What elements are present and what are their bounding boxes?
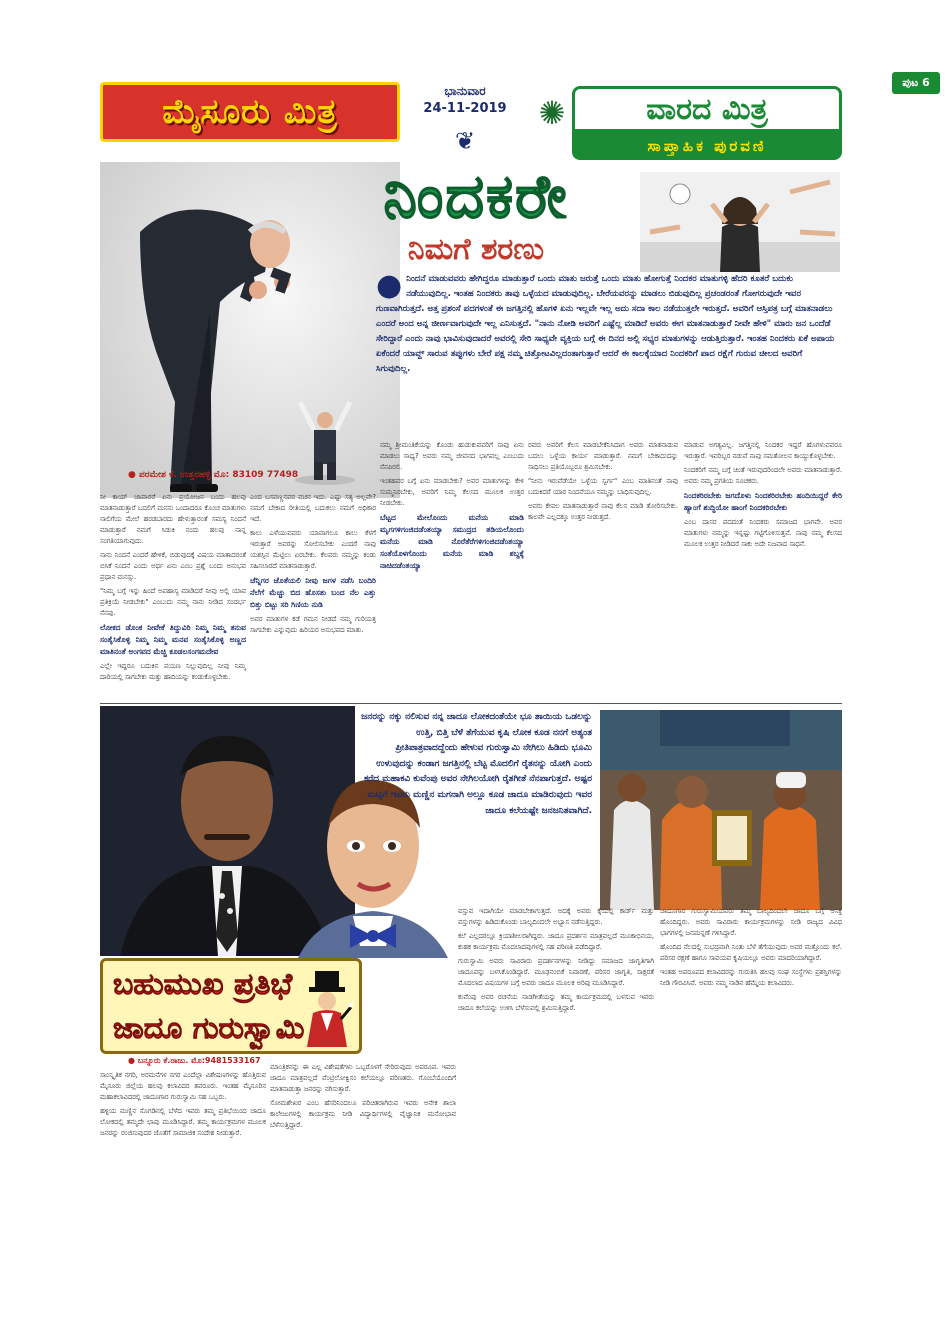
- drop-cap: ●: [376, 268, 403, 303]
- story-title-box: [100, 958, 362, 1054]
- paragraph: ಇಂತಹ ಅಪರೂಪದ ಕಲಾವಿದರನ್ನು ಗುರುತಿಸಿ ಹಲವು ಸಂಘ ಸಂಸ್ಥೆಗಳು ಪ್ರಶಸ್ತಿಗಳನ್ನು ನೀಡಿ ಗೌರವಿಸಿವೆ. ಅವರು ನಮ್ಮ ನಾಡಿನ ಹೆಮ್ಮೆಯ ಕಲಾವಿದರು.: [660, 968, 842, 987]
- issue-day: ಭಾನುವಾರ: [444, 84, 486, 98]
- newspaper-logo: [100, 82, 400, 142]
- pullquote: ಜನರನ್ನು ನಕ್ಕು ನಲಿಸುವ ನನ್ನ ಜಾದೂ ಲೋಕದಂತೆಯೇ ಭೂ ತಾಯಿಯ ಒಡಲನ್ನು ಉತ್ತಿ, ಬಿತ್ತಿ ಬೆಳೆ ತೆಗೆಯುವ ಕೃಷಿ ಲೋಕ ಕೂಡ ನನಗೆ ಅತ್ಯಂತ ಪ್ರೀತಿಪಾತ್ರವಾದದ್ದೆಂದು ಹೇಳುವ ಗುರುಸ್ವಾಮಿ ನೇಗಿಲು ಹಿಡಿದು ಭೂಮಿ ಉಳುವುದನ್ನು ಕಂಡಾಗ ಜಗತ್ತಿನಲ್ಲಿ ಬೆಟ್ಟ ಮೊದಲಿಗೆ ರೈತನನ್ನು ಯೋಗಿ ಎಂದು ಕರೆದ ಮಹಾಕವಿ ಕುವೆಂಪು ಅವರ ನೇಗಿಲಯೋಗಿ ರೈತಗೀತೆ ನೆನಪಾಗುತ್ತದೆ. ಅಷ್ಟರ ಮಟ್ಟಿಗೆ ಇವರು ಮಣ್ಣಿನ ಮಗನಾಗಿ ಅಲ್ಲೂ ಕೂಡ ಜಾದೂ ಮಾಡಿರುವುದು ಇವರ ಜಾದೂ ಕಲೆಯಷ್ಟೇ ಜನಜನಿತವಾಗಿದೆ.: [361, 712, 592, 816]
- paragraph: ಅವರು ಕೇವಲ ಮಾತನಾಡುತ್ತಾರೆ ನಾವು ಕೆಲಸ ಮಾಡಿ ತೋರಿಸಬೇಕು. ಕಾಲವೇ ಎಲ್ಲದಕ್ಕೂ ಉತ್ತರ ನೀಡುತ್ತದೆ.: [528, 502, 678, 521]
- magician-icon: [301, 971, 353, 1047]
- paragraph: ಇಂತಹವರ ಬಗ್ಗೆ ಏನು ಮಾಡಬೇಕು? ಅವರ ಮಾತುಗಳನ್ನು ಕೇಳಿ ಸುಮ್ಮನಿರಬೇಕು, ಅವರಿಗೆ ನಿಮ್ಮ ಕೆಲಸದ ಮೂಲಕ ಉತ್ತರ ನೀಡಬೇಕು.: [380, 477, 524, 507]
- lead-column-1: [100, 492, 246, 698]
- section-title: ವಾರದ ಮಿತ್ರ: [646, 91, 768, 127]
- paragraph: ನಿಂದಕರಿಗೆ ನಮ್ಮ ಬಗ್ಗೆ ಚಿಂತೆ ಇರುವುದರಿಂದಲೇ ಅವರು ಮಾತನಾಡುತ್ತಾರೆ. ಅವರು ನಮ್ಮ ಪ್ರಗತಿಯ ಸೂಚಕರು.: [684, 466, 842, 485]
- vachana-quote: ಲೋಕದ ಡೊಂಕ ನೀವೇಕೆ ತಿದ್ದುವಿರಿ ನಿಮ್ಮ ನಿಮ್ಮ ತನುವ ಸಂತೈಸಿಕೊಳ್ಳಿ ನಿಮ್ಮ ನಿಮ್ಮ ಮನವ ಸಂತೈಸಿಕೊಳ್ಳಿ ಅಣ್ಣದ ಮಾತಿನಂತೆ ಅಂಗವದ ಮೆಚ್ಚಿ ಕೂಡಲಸಂಗಮದೇವ: [100, 623, 246, 656]
- paragraph: ಎಲ್ಲೇ ಇದ್ದರೂ ಬದುಕಿನ ಪಯಣ ನಿಲ್ಲುವುದಿಲ್ಲ ನೀವು ನಿಮ್ಮ ದಾರಿಯಲ್ಲಿ ಸಾಗಬೇಕು ಮತ್ತು ಹಾದಿಯನ್ನು ಕಂಡುಕೊಳ್ಳಬೇಕು.: [100, 662, 246, 681]
- paragraph: ಎಂದ ಬಸವಣ್ಣನವರ ವಚನ ಇದು. ಎಷ್ಟು ಸತ್ಯ ಅಲ್ಲವೇ? ನಮಗೆ ಬೇಕಾದ ರೀತಿಯಲ್ಲಿ ಬದುಕಲು ನಮಗೆ ಅಧಿಕಾರ ಇದೆ.: [250, 493, 376, 523]
- dasa-pada-quote: ನಿಂದಕರಿರಬೇಕು ಜಗದೊಳು ನಿಂದಕರಿರಬೇಕು ಹಂದಿಯಿದ್ದರೆ ಕೇರಿ ಹ್ಯಾಂಗೆ ಶುದ್ಧಿಯೋ ಹಾಂಗೆ ನಿಂದಕರಿರಬೇಕು: [684, 491, 842, 512]
- story-column-c: [100, 1070, 266, 1238]
- lead-headline: [318, 164, 634, 274]
- paragraph: ವಸ್ತುವ ಇದಾಗಿಯೇ ಮಾಡಬೇಕಾಗುತ್ತದೆ. ಅದಕ್ಕೆ ಅವರು ಕೈಯಲ್ಲಿ ಕಾರ್ಡ್ ಮತ್ತು ವಸ್ತುಗಳನ್ನು ಹಿಡಿದುಕೊಂಡು ಬಾಲ್ಯದಿಂದಲೇ ಅಭ್ಯಾಸ ನಡೆಸುತ್ತಿದ್ದರು.: [458, 907, 654, 926]
- page-number: ಪುಟ 6: [892, 72, 940, 94]
- paragraph: "ನೀನು ಇರುವೆಡೆಯೇ ಒಳ್ಳೆಯ ಸ್ವರ್ಗ" ಎಂಬ ಮಾತಿನಂತೆ ನಾವು ಬದುಕಿದರೆ ಯಾರ ನಿಂದನೆಯೂ ನಮ್ಮನ್ನು ಬಾಧಿಸುವುದಿಲ್ಲ.: [528, 477, 678, 496]
- paragraph: ಹೊಂದಿದ ನೆಲದಲ್ಲಿ ಸುಭದ್ರವಾಗಿ ನಿಂತು ಬೆಳೆ ತೆಗೆಯುವುದು ಅವರ ಮತ್ತೊಂದು ಕಲೆ. ಪರಿಸರ ರಕ್ಷಣೆ ಹಾಗೂ ಸಾವಯವ ಕೃಷಿಯಲ್ಲೂ ಅವರು ಮಾದರಿಯಾಗಿದ್ದಾರೆ.: [660, 943, 842, 962]
- lead-column-4: [528, 440, 678, 698]
- headline-sub: ನಿಮಗೆ ಶರಣು: [407, 232, 545, 267]
- award-ceremony-photo: [600, 710, 842, 910]
- paragraph: ಹಳ್ಳಿಯ ಮಣ್ಣಿನ ಸೊಗಡಿನಲ್ಲಿ ಬೆಳೆದ ಇವರು ತಮ್ಮ ಪ್ರತಿಭೆಯಿಂದ ಜಾದೂ ಲೋಕದಲ್ಲಿ ತಮ್ಮದೇ ಛಾಪು ಮೂಡಿಸಿದ್ದಾರೆ. ತಮ್ಮ ಕಾರ್ಯಕ್ರಮಗಳ ಮೂಲಕ ಜನರನ್ನು ರಂಜಿಸುವುದರ ಜೊತೆಗೆ ಸಾಮಾಜಿಕ ಸಂದೇಶ ನೀಡುತ್ತಾರೆ.: [100, 1107, 266, 1137]
- paragraph: ನೀ ಕಾಯ್ ಜಾಪಾರರೆ ಏನು ಪ್ರಯೋಜನ ಬಂದು ಹಲವು ಮಾತನಾಡುತ್ತಾರೆ ಬದಲಿಗೆ ಮನಸು ಒಂದಾದರೂ ಕೊಂಚ ಮಾತುಗಳು ನಾಲಿಗೆಯ ಮೇಲೆ ಹರಡಬಾರದು ಹೇಳುತ್ತಾರಂತೆ ಸಮಸ್ಯ ನಿಂದನೆ ಮಾಡುತ್ತಾರೆ ನಮಗೆ ಸಿಡುಕಿ ನಂದು ಹಲವು ನಾನ್ನ ಸಂಗತಿಯಾಗುವುದು.: [100, 493, 246, 545]
- paragraph: "ನಿಮ್ಮ ಬಗ್ಗೆ ಇನ್ನು ಹಿಂದೆ ಅಪಹಾಸ್ಯ ಮಾಡಿದರೆ ನೀವು ಅಲ್ಲಿ ಯಾವ ಪ್ರತಿಕ್ರಿಯೆ ನೀಡಬೇಕು" ಎಂಬುದು ನಮ್ಮ ನಾನು ನೀಡಿದ ಸಂದರ್ಭ ನೆನಪು.: [100, 587, 246, 617]
- section-subtitle: ಸಾಪ್ತಾಹಿಕ ಪುರವಣಿ: [647, 137, 767, 155]
- poem-quote: ಚೆನ್ನಿಗರ ಜೊತೆಯಲಿ ನೀವು ಜಗಳ ನಡೆಸಿ ಬಂದಿರಿ ನೆಲೆಗೆ ಮೆಚ್ಚು ಬಿದ ಹೊಸತು ಬಂದ ನೆಲ ಎತ್ತು ಬಿತ್ತು ಬಿಟ್ಟು ಸರಿ ಗಿಣಿಯ ನುಡಿ: [250, 576, 376, 609]
- issue-info: [405, 84, 525, 160]
- paragraph: ಕಾಲು ಎಳೆಯುವವರು ಯಾವಾಗಲೂ ಕಾಲು ಕೆಳಗೆ ಇರುತ್ತಾರೆ ಅವರನ್ನು ಸೋಲಿಸಬೇಕು ಎಂದರೆ ನಾವು ಯಶಸ್ಸಿನ ಮೆಟ್ಟಿಲು ಏರಬೇಕು. ಕೆಲವರು ನಮ್ಮನ್ನು ಕಂಡು ಸಹಿಸಲಾರದೆ ಮಾತನಾಡುತ್ತಾರೆ.: [250, 529, 376, 570]
- masthead: [100, 76, 930, 164]
- story-column-d: [270, 1062, 456, 1238]
- paragraph: ಜಾದೂಗಾರ ಗುರುಸ್ವಾಮಿಯವರು ತಮ್ಮ ಬಾಲ್ಯದಿಂದಲೇ ಜಾದೂ ಬಗ್ಗೆ ಆಸಕ್ತಿ ಹೊಂದಿದ್ದರು. ಅವರು ಸಾವಿರಾರು ಕಾರ್ಯಕ್ರಮಗಳನ್ನು ನೀಡಿ ರಾಜ್ಯದ ವಿವಿಧ ಭಾಗಗಳಲ್ಲಿ ಜನಮನ್ನಣೆ ಗಳಿಸಿದ್ದಾರೆ.: [660, 907, 842, 937]
- stressed-woman-photo: [640, 172, 840, 272]
- story-title-line-2: ಜಾದೂ ಗುರುಸ್ವಾಮಿ: [113, 1011, 305, 1046]
- story-column-e-hidden: [458, 1238, 459, 1239]
- sunburst-icon: ✺: [538, 94, 566, 132]
- intro-text: ನಿಂದನೆ ಮಾಡುವವರು ಹೇಗಿದ್ದರೂ ಮಾಡುತ್ತಾರೆ ಒಂದು ಮಾತು ಜರುತ್ತೆ ಒಂದು ಮಾತು ಹೋಗುತ್ತೆ ನಿಂದಕರ ಮಾತುಗಳ್ಳಿ ಹೆದರಿ ಕೂತರೆ ಬದುಕು ನಡೆಯುವುದಿಲ್ಲ. ಇಂತಹ ನಿಂದಕರು ತಾವು ಒಳ್ಳೆಯದ ಮಾಡುವುದಿಲ್ಲ. ಬೇರೆಯವರನ್ನು ಮಾಡಲು ಬಿಡುವುದಿಲ್ಲ ಪ್ರಚಂಡರಂತೆ ಗೋಗರುವುದೇ ಇವರ ಗುಣವಾಗಿರುತ್ತದೆ. ಅತ್ತ ಪ್ರಶಂಸೆ ಪದಗಳಂತೆ ಈ ಜಗತ್ತಿನಲ್ಲಿ ಹೊಗಳಿ ಏನು ಇಲ್ಲವೇ ಇಲ್ಲ ಅದು ಸದಾ ಕಾಲ ನಡೆಯುತ್ತಲೇ ಇರುತ್ತದೆ. ಅವರಿಗೆ ಆಸ್ತಿಪತ್ರ ಬಗ್ಗೆ ಮಾತನಾಡಲು ಎಂದರೆ ಅಂದ ಅನ್ನ ಜೀರ್ಣವಾಗುವುದೇ ಇಲ್ಲ ಎನಿಸುತ್ತದೆ. "ನಾನು ನೋಡಿ ಅವರಿಗೆ ಎಷ್ಟೆಲ್ಲ ಮಾಡಿದೆ ಅವರು ಈಗ ಮಾತನಾಡುತ್ತಾರೆ ನೀವೇ ಹೇಳಿ" ಮಾರು ಜನ ಒಂದೆಡೆ ಸೇರಿದ್ದಾರೆ ಎಂದು ನಾವು ಭಾವಿಸುವುದಾದರೆ ಅವರಲ್ಲಿ ಸೇರಿ ಸಾಧ್ಯವೇ ವ್ಯಕ್ತಿಯ ಬಗ್ಗೆ ಈ ದಿನದ ಅಲ್ಲಿ ಸಭ್ಯರ ಮಾತುಗಳನ್ನು ಆಡುತ್ತಿರುತ್ತಾರೆ. ಇಂತಹ ನಿಂದಕರು ಏಕೆ ಅಪಾಯ ಏಕೆಂದರೆ ಯಾವ್ದ್ ಸಾರುವ ತಪ್ಪುಗಳು ಬೇರೆ ಪಕ್ಷ ನಮ್ಮ ಚಿತ್ತೋಟವಿಲ್ಲದಂತಾಗುತ್ತಾರೆ ಆದರೆ ಈ ಕಾಲಕ್ಕೆಯಾದ ನಿಂದಕರಿಗೆ ಪಾದ ರಕ್ಷೆಗೆ ಗುರುವ ಚೀಲದ ಅವರಿಗೆ ಸಿಗುವುದಿಲ್ಲ.: [376, 274, 835, 374]
- headline-main: ನಿಂದಕರೇ: [383, 162, 569, 232]
- author-byline: ● ಬನ್ನೂರು ಕೆ.ರಾಜು. ಮೊ:9481533167: [128, 1056, 261, 1065]
- lead-column-2: [250, 492, 376, 698]
- paragraph: ಮಾಂತ್ರಿಕನನ್ನು ಈ ಎಲ್ಲ ವಿಶೇಷತೆಗಳು ಒಬ್ಬರೊಳಗೆ ಸೇರಿರುವುದು ಅಪರೂಪ. ಇವರು ಜಾದೂ ಮಾತ್ರವಲ್ಲದೆ ವೆಂಟ್ರಿಲೋಕ್ವಿಸಂ ಕಲೆಯಲ್ಲೂ ಪರಿಣತರು. ಗೊಂಬೆಯೊಂದಿಗೆ ಮಾತನಾಡುತ್ತಾ ಜನರನ್ನು ನಗಿಸುತ್ತಾರೆ.: [270, 1063, 456, 1093]
- paragraph: ಕಲೆ ಎಲ್ಲದರಲ್ಲೂ ಕ್ರಿಯಾಶೀಲರಾಗಿದ್ದರು. ಜಾದೂ ಪ್ರದರ್ಶನ ಮಾತ್ರವಲ್ಲದೆ ಮೂಕಾಭಿನಯ, ಕುಹಕ ಕಾರ್ಯಕ್ರಮ ಮೊದಲಾದವುಗಳಲ್ಲಿ ಸಹ ಪರಿಣತಿ ಪಡೆದಿದ್ದಾರೆ.: [458, 932, 654, 951]
- story-column-a: [458, 906, 654, 1236]
- lead-column-3: [380, 440, 524, 698]
- paragraph: ಕುವೆಂಪು ಅವರ ರಚನೆಯ ನಾಡಗೀತೆಯನ್ನು ತಮ್ಮ ಕಾರ್ಯಕ್ರಮದಲ್ಲಿ ಬಳಸುವ ಇವರು ಜಾದೂ ಕಲೆಯನ್ನು ಉಳಿಸಿ ಬೆಳೆಸುವಲ್ಲಿ ಶ್ರಮಿಸುತ್ತಿದ್ದಾರೆ.: [458, 993, 654, 1012]
- paragraph: ನಾನು ನಿಂದನೆ ಎಂದರೆ ಹೇಳಿಕೆ, ಬಿಡುವುದಕ್ಕೆ ವಿಷಯ ಮಾತಾದರಂತೆ ಬಿಸಿಕೆ ನಿಂದನೆ ಎಂದು ಅರ್ಥ ಏನು ಎಂಬ ಪ್ರಶ್ನೆ ಬಂದು ಅನುಭವ ಪ್ರಧಾನ ಮನಸ್ಸು.: [100, 551, 246, 581]
- author-credit: ● ಪರಮೇಶ ಕೆ. ಉತ್ತನಹಳ್ಳಿ ಮೊ: 83109 77498: [128, 470, 299, 480]
- vachana-quote: ಬೆಟ್ಟದ ಮೇಲೊಂದು ಮನೆಯ ಮಾಡಿ ಮೃಗಗಳಿಗಂಜಿದಡೆಂತಯ್ಯಾ ಸಮುದ್ರದ ತಡಿಯಲೊಂದು ಮನೆಯ ಮಾಡಿ ನೊರೆತೆರೆಗಳಿಗಂಜಿದಡೆಂತಯ್ಯಾ ಸಂತೆಯೊಳಗೊಂದು ಮನೆಯ ಮಾಡಿ ಶಬ್ದಕ್ಕೆ ನಾಚಿದಡೆಂತಯ್ಯಾ: [380, 513, 524, 570]
- story-column-b: [660, 906, 842, 1236]
- paragraph: ಸಾಂಸ್ಕೃತಿಕ ನಗರಿ, ಅರಮನೆಗಳ ನಗರ ಎಂದೆಲ್ಲಾ ವಿಶೇಷಣಗಳನ್ನು ಹೊತ್ತಿರುವ ಮೈಸೂರು ಜಿಲ್ಲೆಯ ಹಲವು ಕಲಾವಿದರ ತವರೂರು. ಇಂತಹ ಮೈಸೂರಿನ ಮಹಾಕಲಾವಿದರಲ್ಲಿ ಜಾದೂಗಾರ ಗುರುಸ್ವಾಮಿ ಸಹ ಒಬ್ಬರು.: [100, 1071, 266, 1101]
- section-banner: [572, 86, 842, 164]
- issue-date: 24-11-2019: [423, 101, 507, 116]
- newspaper-name: ಮೈಸೂರು ಮಿತ್ರ: [162, 92, 338, 132]
- paragraph: ನಮ್ಮ ಶ್ರೀಮಂತಿಕೆಯನ್ನು ಕೊಂಡು ಹುಡುಕುವವರಿಗೆ ನಾವು ಏನು ಮಾಡಲು ಸಾಧ್ಯ? ಅವರು ನಮ್ಮ ಜೀವನದ ಭಾಗವಲ್ಲ ಎಂಬುದು ನೆನಪಿರಲಿ.: [380, 441, 524, 471]
- paragraph: ಎಂಬ ದಾಸರ ಪದದಂತೆ ನಿಂದಕರು ಸಮಾಜದ ಭಾಗವೇ. ಅವರ ಮಾತುಗಳು ನಮ್ಮನ್ನು ಇನ್ನಷ್ಟು ಗಟ್ಟಿಗೊಳಿಸುತ್ತವೆ. ನಾವು ನಮ್ಮ ಕೆಲಸದ ಮೂಲಕ ಉತ್ತರ ನೀಡಿದರೆ ಸಾಕು ಅದೇ ನಿಜವಾದ ಸಾಧನೆ.: [684, 518, 842, 548]
- paragraph: ಮಾಡುವ ಅಗತ್ಯವಿಲ್ಲ. ಜಗತ್ತಿನಲ್ಲಿ ನಿಂದಕರ ಇದ್ದರೆ ಹೊಗಳುವವರೂ ಇರುತ್ತಾರೆ. ಇವರಿಬ್ಬರ ನಡುವೆ ನಾವು ಸಮತೋಲನ ಕಾಯ್ದುಕೊಳ್ಳಬೇಕು.: [684, 441, 842, 460]
- paragraph: ಗುರುಸ್ವಾಮಿ ಅವರು ಸಾವಿರಾರು ಪ್ರದರ್ಶನಗಳನ್ನು ನೀಡಿದ್ದು ಸಮಾಜದ ಜಾಗೃತಿಗಾಗಿ ಜಾದೂವನ್ನು ಬಳಸಿಕೊಂಡಿದ್ದಾರೆ. ಮೂಢನಂಬಿಕೆ ನಿವಾರಣೆ, ಪರಿಸರ ಜಾಗೃತಿ, ಸಾಕ್ಷರತೆ ಮೊದಲಾದ ವಿಷಯಗಳ ಬಗ್ಗೆ ಅವರು ಜಾದೂ ಮೂಲಕ ಅರಿವು ಮೂಡಿಸಿದ್ದಾರೆ.: [458, 957, 654, 987]
- story-title-line-1: ಬಹುಮುಖ ಪ್ರತಿಭೆ: [113, 967, 293, 1002]
- ornament-icon: ❦: [455, 127, 476, 155]
- section-divider: [100, 703, 842, 704]
- lead-intro: [376, 268, 838, 440]
- paragraph: ರವರು ಅವರಿಗೆ ಕೆಲಸ ಮಾಡಬೇಕೆನಿಸಿದಾಗ ಅವರು ಮಾತನಾಡುವ ಬದಲು ಒಳ್ಳೆಯ ಕಾರ್ಯ ಮಾಡುತ್ತಾರೆ. ನಮಗೆ ಬೇಕಾದುದನ್ನು ಸಾಧಿಸಲು ಪ್ರತಿಯೊಬ್ಬರೂ ಶ್ರಮಿಸಬೇಕು.: [528, 441, 678, 471]
- paragraph: ಸೋಮಶೇಖರ ಎಂಬ ಹೆಸರಿನಿಂದಲೂ ಪರಿಚಿತರಾಗಿರುವ ಇವರು ಅನೇಕ ಶಾಲಾ ಕಾಲೇಜುಗಳಲ್ಲಿ ಕಾರ್ಯಕ್ರಮ ನೀಡಿ ವಿದ್ಯಾರ್ಥಿಗಳಲ್ಲಿ ವೈಜ್ಞಾನಿಕ ಮನೋಭಾವ ಬೆಳೆಸುತ್ತಿದ್ದಾರೆ.: [270, 1099, 456, 1129]
- paragraph: ಅವರ ಮಾತುಗಳ ಕಡೆ ಗಮನ ನೀಡದೆ ನಮ್ಮ ಗುರಿಯತ್ತ ಸಾಗಬೇಕು ಎನ್ನುವುದು ಹಿರಿಯರ ಅನುಭವದ ಮಾತು.: [250, 615, 376, 634]
- lead-column-5: [684, 440, 842, 698]
